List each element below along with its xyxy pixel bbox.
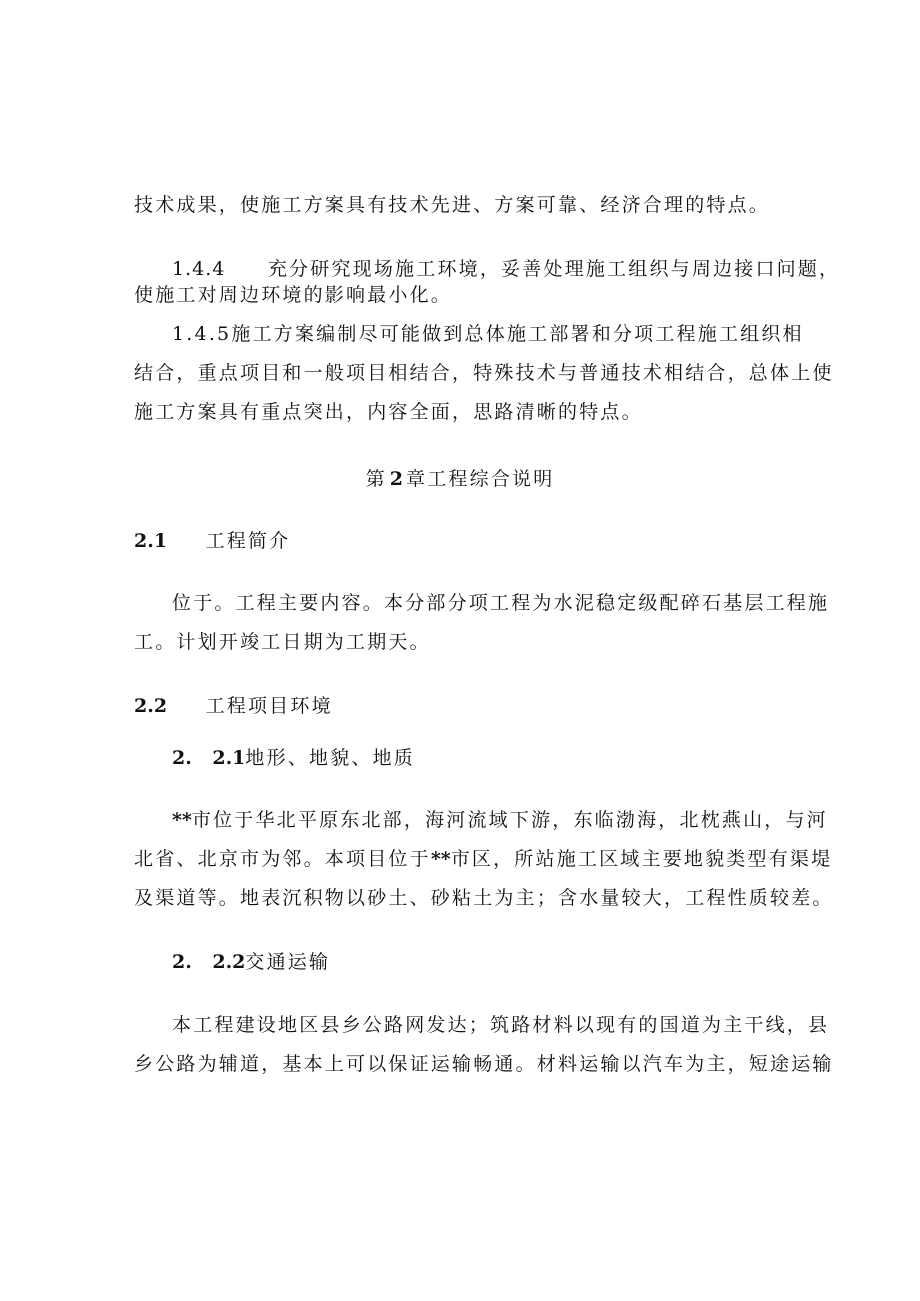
section-number: 2.1 [134, 530, 168, 552]
body-text: 充分研究现场施工环境，妥善处理施工组织与周边接口问题， [267, 258, 841, 280]
section-2-1-heading [134, 529, 290, 553]
body-text: 市位于华北平原东北部，海河流域下游，东临渤海，北枕燕山，与河 [191, 809, 828, 831]
chapter-prefix: 第 [365, 468, 387, 490]
item-1-4-4-line-2 [134, 283, 452, 307]
body-text: 市区，所站施工区域主要地貌类型有渠堤 [450, 848, 833, 870]
body-text: 结合，重点项目和一般项目相结合，特殊技术与普通技术相结合，总体上使 [134, 362, 834, 384]
section-title: 工程项目环境 [205, 695, 333, 717]
body-text: 本工程建设地区县乡公路网发达；筑路材料以现有的国道为主干线，县 [172, 1014, 830, 1036]
subsection-title: 交通运输 [245, 951, 331, 973]
subsection-number-b: 2.1 [212, 747, 246, 769]
section-number: 2.2 [134, 695, 168, 717]
intro-paragraph-line [134, 193, 770, 217]
body-text: 乡公路为辅道，基本上可以保证运输畅通。材料运输以汽车为主，短途运输 [134, 1053, 834, 1075]
item-1-4-5-line-3 [134, 400, 643, 424]
redacted-marker: ** [430, 848, 451, 870]
subsection-2-2-2-line-2 [134, 1052, 834, 1076]
item-1-4-5-line-2 [134, 361, 834, 385]
item-number: 1.4.4 [172, 258, 226, 280]
subsection-2-2-1-line-1 [172, 808, 828, 832]
section-2-1-body-line-2 [134, 630, 431, 654]
redacted-marker: ** [172, 809, 192, 831]
body-text: 及渠道等。地表沉积物以砂土、砂粘土为主；含水量较大，工程性质较差。 [134, 887, 834, 909]
section-title: 工程简介 [205, 530, 291, 552]
body-text: 技术成果，使施工方案具有技术先进、方案可靠、经济合理的特点。 [134, 194, 771, 216]
body-text: 位于。工程主要内容。本分部分项工程为水泥稳定级配碎石基层工程施 [172, 592, 830, 614]
chapter-title: 章工程综合说明 [406, 468, 555, 490]
body-text: 工。计划开竣工日期为工期天。 [134, 631, 431, 653]
section-2-1-body-line-1 [172, 591, 829, 615]
subsection-number-b: 2.2 [212, 951, 246, 973]
section-2-2-heading [134, 694, 333, 718]
item-1-4-5-line-1 [172, 322, 804, 346]
body-text: 1.4.5施工方案编制尽可能做到总体施工部署和分项工程施工组织相 [172, 323, 804, 345]
item-1-4-4-line-1 [172, 257, 840, 281]
subsection-title: 地形、地貌、地质 [245, 747, 416, 769]
subsection-2-2-1-line-3 [134, 886, 834, 910]
subsection-2-2-2-line-1 [172, 1013, 829, 1037]
subsection-2-2-2-heading [172, 950, 330, 974]
subsection-2-2-1-heading [172, 746, 415, 770]
body-text: 使施工对周边环境的影响最小化。 [134, 284, 453, 306]
subsection-number-a: 2. [172, 951, 192, 973]
chapter-heading [0, 467, 920, 491]
body-text: 施工方案具有重点突出，内容全面，思路清晰的特点。 [134, 401, 643, 423]
subsection-2-2-1-line-2 [134, 847, 832, 871]
chapter-number: 2 [389, 468, 404, 490]
body-text: 北省、北京市为邻。本项目位于 [134, 848, 431, 870]
subsection-number-a: 2. [172, 747, 192, 769]
